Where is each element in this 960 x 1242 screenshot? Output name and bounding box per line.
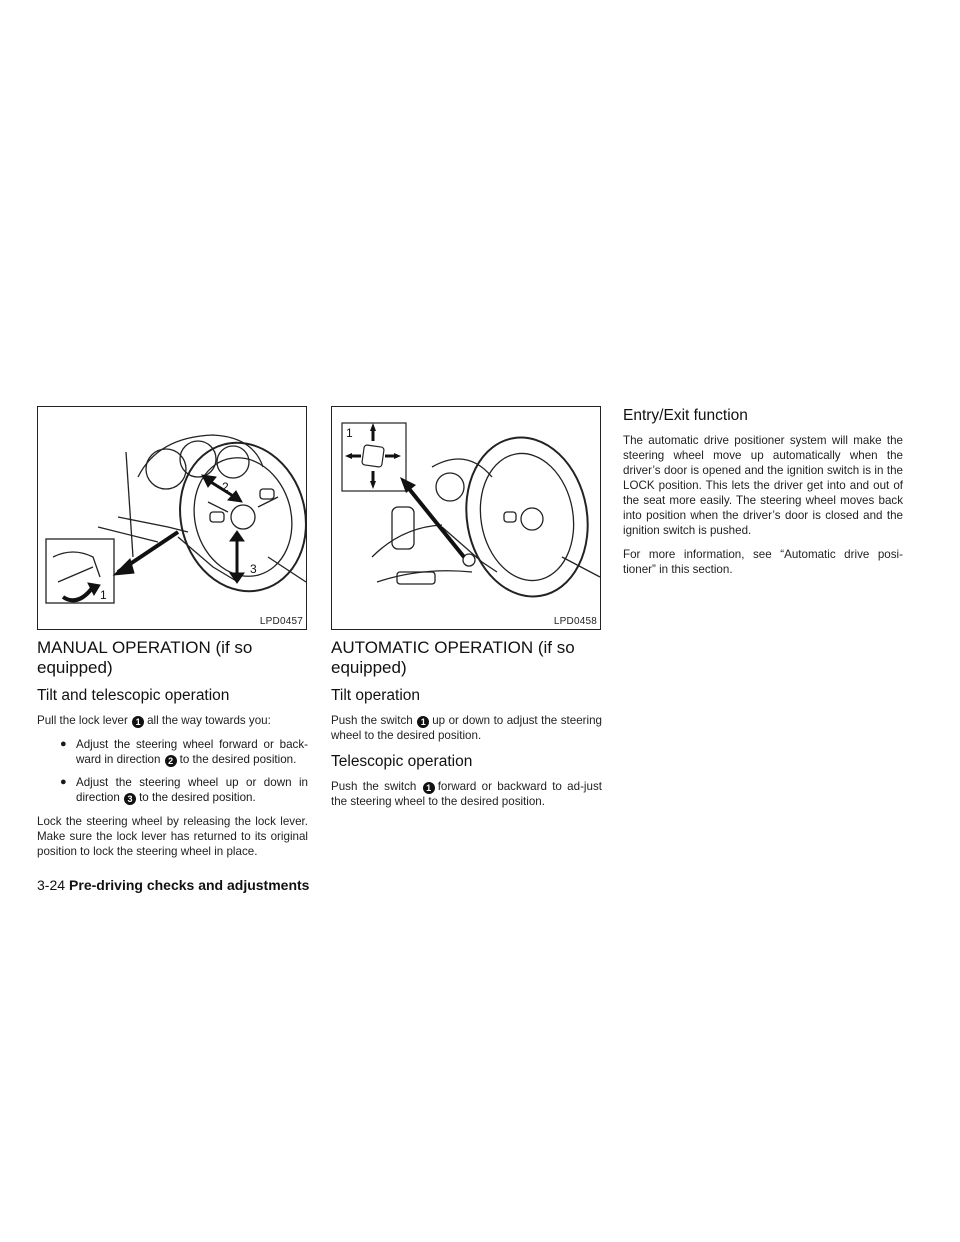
tilt-operation-heading: Tilt operation: [331, 687, 421, 704]
figure-automatic-switch: [331, 406, 601, 630]
tilt-telescopic-heading: Tilt and telescopic operation: [37, 687, 230, 704]
list-item: ● Adjust the steering wheel forward or back-ward in direction 2 to the desired position.: [60, 738, 308, 766]
automatic-operation-heading: AUTOMATIC OPERATION (if so equipped): [331, 638, 575, 677]
column-manual: [37, 406, 308, 868]
tilt-operation-text: Push the switch 1 up or down to adjust the steering wheel to the desired position.: [331, 714, 602, 742]
figure-label-2: 2: [222, 480, 229, 494]
manual-intro-text: Pull the lock lever 1 all the way towards you:: [37, 714, 271, 727]
section-title: Pre-driving checks and adjustments: [69, 877, 310, 893]
column-entry-exit: [623, 406, 903, 586]
telescopic-operation-text: Push the switch 1 forward or backward to ad-just the steering wheel to the desired position.: [331, 780, 602, 808]
manual-operation-heading: MANUAL OPERATION (if so equipped): [37, 638, 253, 677]
column-automatic: [331, 406, 602, 818]
callout-number: 1: [132, 716, 144, 728]
figure-label-1: 1: [346, 426, 353, 440]
lock-instructions-text: Lock the steering wheel by releasing the lock lever. Make sure the lock lever has returned to its original position to lock the steering wheel in place.: [37, 815, 308, 858]
entry-exit-paragraph: The automatic drive positioner system will make the steering wheel move up automatically when the driver’s door is opened and the ignition switch is in the LOCK position. This lets the driver get into and out of the seat more easily. The steering wheel moves back into position when the driver’s door is closed and the ignition switch is pushed.: [623, 434, 903, 537]
steering-lever-illustration: [38, 407, 306, 629]
page-footer: [37, 877, 309, 893]
figure-code: LPD0458: [553, 616, 597, 627]
figure-manual-steering: [37, 406, 307, 630]
entry-exit-heading: Entry/Exit function: [623, 407, 748, 424]
callout-number: 3: [124, 793, 136, 805]
callout-number: 1: [417, 716, 429, 728]
adjustment-list: [37, 737, 308, 805]
figure-label-3: 3: [250, 562, 257, 576]
figure-code: LPD0457: [259, 616, 303, 627]
telescopic-operation-heading: Telescopic operation: [331, 753, 473, 770]
callout-number: 1: [423, 782, 435, 794]
power-switch-illustration: [332, 407, 600, 629]
callout-number: 2: [165, 755, 177, 767]
more-information-paragraph: For more information, see “Automatic drive posi-tioner” in this section.: [623, 548, 903, 576]
figure-label-1: 1: [100, 588, 107, 602]
list-item: ● Adjust the steering wheel up or down in direction 3 to the desired position.: [60, 776, 308, 804]
page-number: 3-24: [37, 877, 66, 893]
